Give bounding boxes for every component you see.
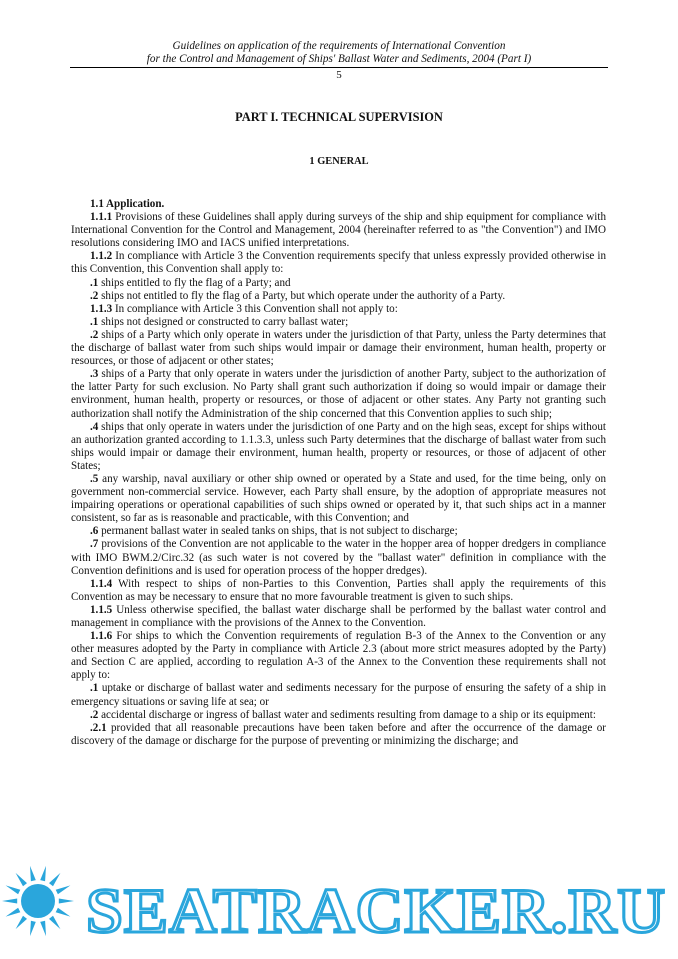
paragraph-number: .2 [90, 328, 99, 341]
paragraph-number: .1 [90, 315, 99, 328]
paragraph [71, 604, 606, 630]
paragraph [71, 329, 606, 368]
paragraph [71, 473, 606, 525]
paragraph-number: 1.1.5 [90, 603, 113, 616]
paragraph [71, 538, 606, 577]
paragraph-number: .3 [90, 368, 99, 381]
page-number: 5 [336, 69, 342, 81]
running-header [70, 40, 608, 65]
watermark [0, 855, 678, 959]
paragraph-text: ships of a Party which only operate in waters under the jurisdiction of that Party, unless the Party determines that the discharge of ballast water from such ships would impair or damage their environment, human health, property or resources, or those of adjacent or other states; [71, 328, 606, 368]
paragraph-text: ships entitled to fly the flag of a Party; and [98, 276, 291, 289]
paragraph [71, 316, 606, 329]
paragraph-text: accidental discharge or ingress of ballast water and sediments resulting from damage to a ship or its equipment: [98, 708, 596, 721]
sun-ray [16, 916, 27, 929]
paragraph-text: ships that only operate in waters under the jurisdiction of one Party and on the high seas, except for ships without an authorization granted according to 1.1.3.3, unless such Party determines that the discharge of ballast water from such ships would impair or damage their environment, human health, property or resources, or those of adjacent of other States; [71, 420, 606, 472]
paragraph [71, 722, 606, 748]
paragraph-text: any warship, naval auxiliary or other ship owned or operated by a State and used, for the time being, only on government non-commercial service. However, each Party shall ensure, by the adoption of appropriate measures not impairing operations or operational capabilities of such ships owned or operated by it, that such ships act in a manner consistent, so far as is reasonable and practicable, with this Convention; and [71, 472, 606, 525]
paragraph [71, 682, 606, 708]
paragraph-text: For ships to which the Convention requirements of regulation B-3 of the Annex to the Convention or any other measures adopted by the Party in compliance with Article 2.3 (about more strict measures adopted by the Party) and Section C are applied, according to regulation A-3 of the Annex to the Convention these requirements shall not apply to: [71, 630, 606, 682]
paragraph-number: 1.1.2 [90, 250, 113, 263]
paragraph [71, 250, 606, 276]
sun-ray [40, 921, 46, 936]
paragraph-text: In compliance with Article 3 this Convention shall not apply to: [112, 302, 398, 315]
sun-ray [40, 866, 46, 881]
paragraph-number: .2.1 [90, 721, 107, 734]
sun-ray [59, 899, 74, 904]
paragraph-number: 1.1.1 [90, 211, 113, 224]
watermark-text: SEATRACKER.RU [86, 875, 666, 946]
paragraph-number: .4 [90, 420, 99, 433]
sun-ray [56, 885, 71, 894]
paragraph-number: .7 [90, 538, 99, 551]
body-text [71, 198, 606, 748]
paragraph-number: 1.1 Application. [90, 198, 165, 210]
paragraph-number: 1.1.3 [90, 302, 113, 315]
paragraph-number: .2 [90, 289, 99, 302]
paragraph [71, 277, 606, 290]
part-title: PART I. TECHNICAL SUPERVISION [235, 110, 443, 124]
header-rule [70, 67, 608, 68]
paragraph [71, 290, 606, 303]
paragraph-text: permanent ballast water in sealed tanks on ships, that is not subject to discharge; [98, 525, 458, 538]
sun-ray [16, 873, 27, 886]
sun-ray [30, 866, 36, 881]
sun-ray [49, 873, 60, 886]
paragraph [71, 525, 606, 538]
section-title: 1 GENERAL [309, 156, 369, 167]
sun-ray [2, 899, 17, 904]
paragraph-text: ships not entitled to fly the flag of a Party, but which operate under the authority of a Party. [98, 289, 506, 302]
sun-ray [30, 921, 36, 936]
paragraph-text: Provisions of these Guidelines shall apply during surveys of the ship and ship equipment for compliance with International Convention for the Control and Management, 2004 (hereinafter referred to as "the Convention") and IMO resolutions considering IMO and IACS unified interpretations. [71, 211, 606, 250]
sun-ray [49, 916, 60, 929]
paragraph-text: provided that all reasonable precautions have been taken before and after the occurrence of the damage or discovery of the damage or discharge for the purpose of preventing or minimizing the discharge; and [71, 721, 606, 747]
paragraph [71, 198, 606, 211]
paragraph [71, 211, 606, 250]
header-line-1: Guidelines on application of the requirements of International Convention [172, 40, 506, 52]
paragraph [71, 578, 606, 604]
paragraph-text: Unless otherwise specified, the ballast water discharge shall be performed by the ballast water control and management in compliance with the provisions of the Annex to the Convention. [71, 603, 606, 629]
paragraph [71, 630, 606, 682]
paragraph-number: .2 [90, 708, 99, 721]
paragraph [71, 709, 606, 722]
sun-ray [56, 908, 71, 917]
paragraph [71, 368, 606, 420]
sun-ray [6, 908, 21, 917]
paragraph-number: .1 [90, 276, 99, 289]
paragraph-text: uptake or discharge of ballast water and sediments necessary for the purpose of ensuring the safety of a ship in emergency situations or saving life at sea; or [71, 682, 606, 708]
paragraph-number: 1.1.6 [90, 630, 113, 643]
paragraph-text: ships of a Party that only operate in waters under the jurisdiction of another Party, subject to the authorization of the latter Party for such exclusion. No Party shall grant such authorization if doing so would impair or damage their environment, human health, property or resources, or those of adjacent or other states. Any Party not granting such authorization shall notify the Administration of the ship concerned that this Convention applies to such ship; [71, 368, 606, 420]
header-line-2: for the Control and Management of Ships' Ballast Water and Sediments, 2004 (Part I) [146, 52, 532, 65]
paragraph-text: With respect to ships of non-Parties to this Convention, Parties shall apply the requirements of this Convention as may be necessary to ensure that no more favourable treatment is given to such ships. [71, 577, 606, 603]
paragraph-number: .1 [90, 682, 99, 695]
paragraph-text: provisions of the Convention are not applicable to the water in the hopper area of hopper dredgers in compliance with IMO BWM.2/Circ.32 (as such water is not covered by the "ballast water" definition in compliance with the Convention definitions and is used for operation process of the hopper dredges). [71, 538, 606, 577]
paragraph-number: 1.1.4 [90, 577, 113, 590]
paragraph-number: .6 [90, 525, 99, 538]
sun-ray [6, 885, 21, 894]
paragraph [71, 303, 606, 316]
paragraph [71, 421, 606, 473]
sun-icon [2, 866, 74, 936]
paragraph-number: .5 [90, 472, 99, 485]
paragraph-text: ships not designed or constructed to carry ballast water; [98, 315, 349, 328]
paragraph-text: In compliance with Article 3 the Convention requirements specify that unless expressly provided otherwise in this Convention, this Convention shall apply to: [71, 250, 606, 276]
